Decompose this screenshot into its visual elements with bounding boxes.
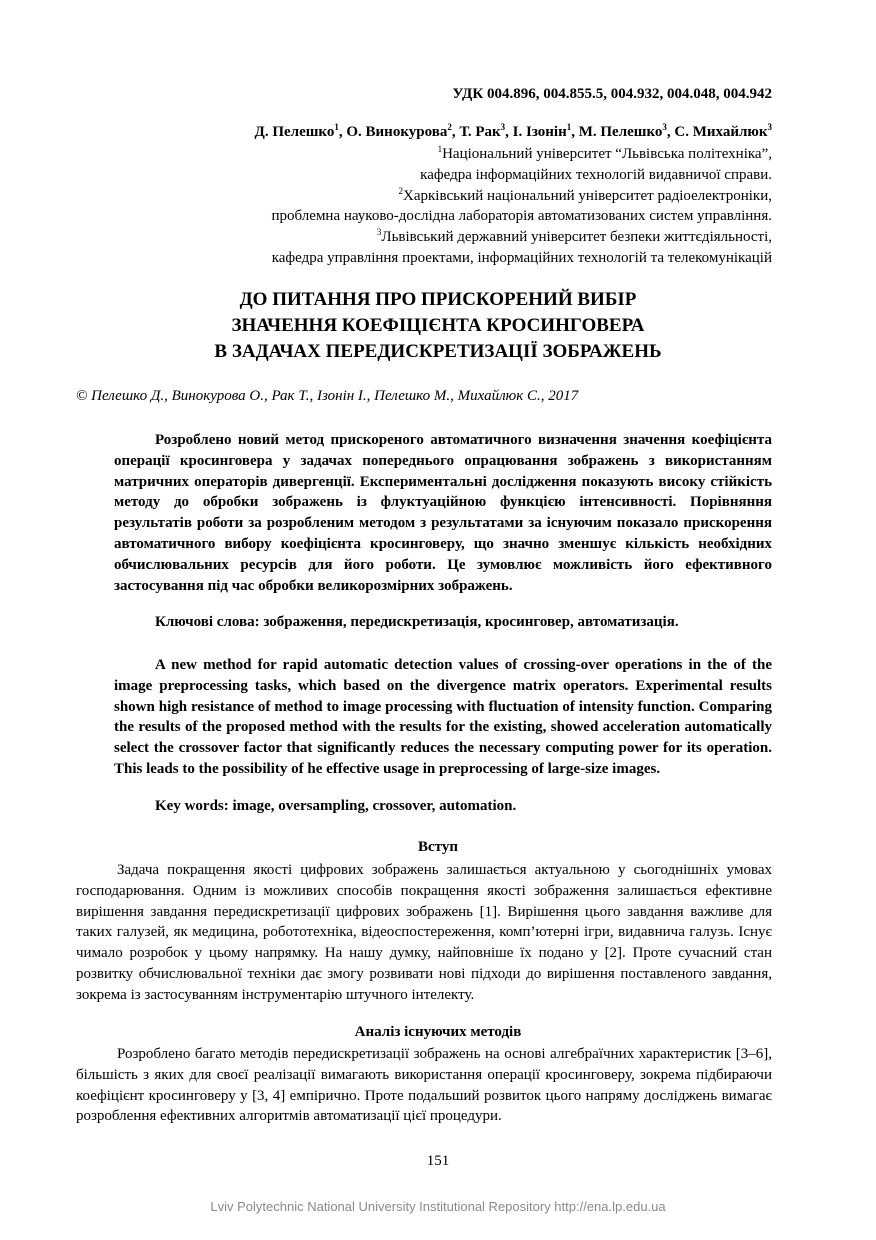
affiliation-3-line-1: $^3$Львівський державний університет безпеки життєдіяльності, [376,227,772,245]
page-number: 151 [426,1153,450,1169]
affiliation-1-line-2: кафедра інформаційних технологій видавничої справи. [420,167,772,183]
introduction-paragraph: Задача покращення якості цифрових зображень залишається актуальною у сьогоднішніх умовах господарювання. Одним із можливих способів покращення якості зображення залишається ефективне вирішення завдання передискретизації цифрових зображень [1]. Вирішення цього завдання важливе для таких галузей, як медицина, робототехніка, відеоспостереження, комп’ютерні ігри, видавнича галузь. Існує чимало розробок у цьому напрямку. На нашу думку, найповніше їх подано у [2]. Проте сучасний стан розвитку обчислювальної техніки дає змогу розвивати нові підходи до вирішення поставленого завдання, зокрема із застосуванням інструментарію штучного інтелекту. [76,862,772,1003]
copyright-line: © Пелешко Д., Винокурова О., Рак Т., Ізонін І., Пелешко М., Михайлюк С., 2017 [76,388,579,404]
author: М. Пелешко$^3$, [578,122,675,140]
section-heading-analysis: Аналіз існуючих методів [354,1024,522,1040]
affiliation-1-line-1: $^1$Національний університет “Львівська політехніка”, [437,144,772,162]
author: С. Михайлюк$^3$ [674,122,772,140]
author: І. Ізонін$^1$, [512,122,579,140]
title-line: ЗНАЧЕННЯ КОЕФІЦІЄНТА КРОСИНГОВЕРА [231,315,645,336]
author: Д. Пелешко$^1$, [254,122,347,140]
paper-title [0,287,876,365]
abstract-english: A new method for rapid automatic detection values of crossing-over operations in the of the image preprocessing tasks, which based on the divergence matrix operators. Experimental results shown high resistance of method to image processing with fluctuation of intensity function. Comparing the results of the proposed method with the results for the existing, showed acceleration automatically select the crossover factor that significantly reduces the necessary computing power for its operation. This leads to the possibility of he effective usage in preprocessing of large-size images. [114,657,772,777]
author: Т. Рак$^3$, [459,122,513,140]
affiliation-3-line-2: кафедра управління проектами, інформаційних технологій та телекомунікацій [271,250,772,266]
author: О. Винокурова$^2$, [346,122,460,140]
abstract-ukrainian: Розроблено новий метод прискореного автоматичного визначення значення коефіцієнта операції кросинговера у задачах попереднього опрацювання зображень з використанням матричних операторів дивергенції. Експериментальні дослідження показують високу стійкість методу до обробки зображень із флуктуаційною функцією інтенсивності. Порівняння результатів роботи за розробленим методом з результатами за існуючим показало прискорення автоматичного вибору коефіцієнта кросинговеру, що значно зменшує кількість необхідних обчислювальних ресурсів для його роботи. Це зумовлює можливість його ефективного застосування під час обробки великорозмірних зображень. [114,432,772,594]
author-list [255,124,772,141]
section-heading-introduction: Вступ [418,839,458,855]
affiliation-2-line-1: $^2$Харківський національний університет радіоелектроніки, [398,186,772,204]
udc-code: УДК 004.896, 004.855.5, 004.932, 004.048, 004.942 [452,86,772,102]
title-line: ДО ПИТАННЯ ПРО ПРИСКОРЕНИЙ ВИБІР [239,289,637,310]
keywords-english: Key words: image, oversampling, crossover, automation. [155,798,517,814]
analysis-paragraph: Розроблено багато методів передискретизації зображень на основі алгебраїчних характеристик [3–6], більшість з яких для своєї реалізації вимагають використання операції кросинговеру, зокрема підбираючи коефіцієнт кросинговеру у [3, 4] емпірично. Проте подальший розвиток цього напряму досліджень вимагає розроблення ефективних алгоритмів автоматизації цієї процедури. [76,1046,772,1125]
affiliation-2-line-2: проблемна науково-дослідна лабораторія автоматизованих систем управління. [271,208,772,224]
repository-footer: Lviv Polytechnic National University Institutional Repository http://ena.lp.edu.ua [210,1199,666,1214]
title-line: В ЗАДАЧАХ ПЕРЕДИСКРЕТИЗАЦІЇ ЗОБРАЖЕНЬ [214,341,662,362]
keywords-ukrainian: Ключові слова: зображення, передискретизація, кросинговер, автоматизація. [155,614,679,630]
